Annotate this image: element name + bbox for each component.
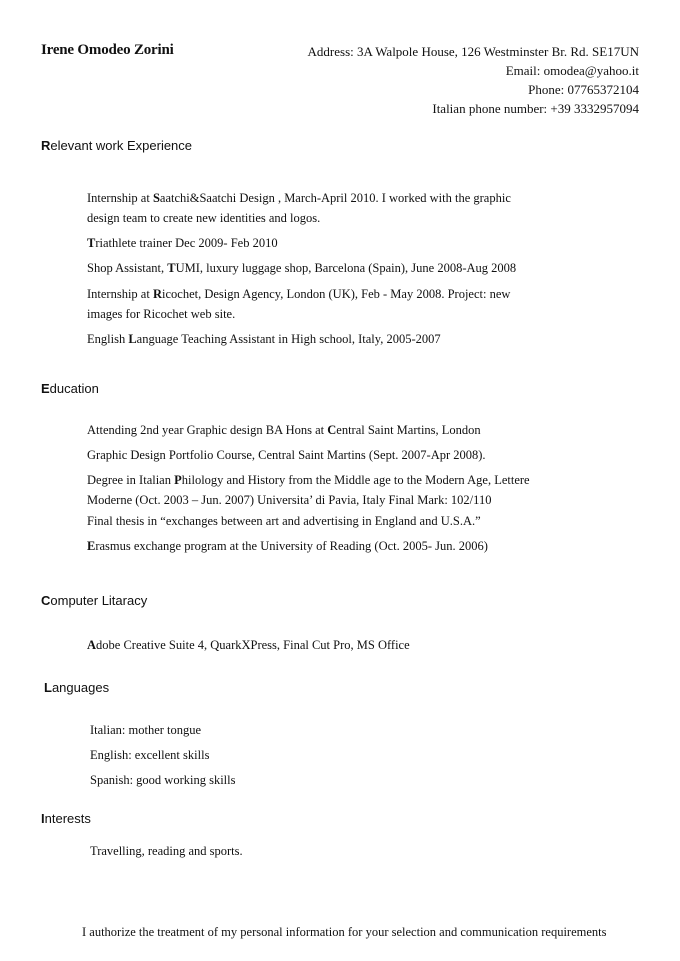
section-heading-interests: Interests — [41, 811, 91, 826]
work-item: English Language Teaching Assistant in High school, Italy, 2005-2007 — [87, 332, 441, 346]
work-item: Shop Assistant, TUMI, luxury luggage shop, Barcelona (Spain), June 2008-Aug 2008 — [87, 261, 517, 275]
education-item: Attending 2nd year Graphic design BA Hons at Central Saint Martins, London — [87, 423, 481, 437]
work-item: Internship at Ricochet, Design Agency, London (UK), Feb - May 2008. Project: new — [87, 287, 511, 301]
education-item: Graphic Design Portfolio Course, Central Saint Martins (Sept. 2007-Apr 2008). — [87, 448, 486, 462]
section-heading-education: Education — [41, 381, 99, 396]
education-item: Degree in Italian Philology and History from the Middle age to the Modern Age, Lettere — [87, 473, 530, 487]
applicant-name: Irene Omodeo Zorini — [41, 42, 174, 58]
language-item: Spanish: good working skills — [90, 773, 236, 787]
education-item-continuation: Moderne (Oct. 2003 – Jun. 2007) Universita’ di Pavia, Italy Final Mark: 102/110 — [87, 493, 492, 507]
education-item-continuation: Final thesis in “exchanges between art and advertising in England and U.S.A.” — [87, 514, 481, 528]
work-item: Internship at Saatchi&Saatchi Design , March-April 2010. I worked with the graphic — [87, 191, 511, 205]
section-heading-languages: Languages — [44, 680, 110, 695]
phone-line: Phone: 07765372104 — [528, 82, 639, 97]
education-item: Erasmus exchange program at the University of Reading (Oct. 2005- Jun. 2006) — [87, 539, 488, 553]
contact-block — [308, 42, 639, 118]
heading-rest: elevant work Experience — [50, 138, 193, 153]
work-item: Triathlete trainer Dec 2009- Feb 2010 — [87, 236, 278, 250]
interest-item: Travelling, reading and sports. — [90, 844, 243, 858]
email-line: Email: omodea@yahoo.it — [505, 63, 639, 78]
section-heading-computer: Computer Litaracy — [41, 593, 148, 608]
section-heading-work — [41, 138, 192, 153]
work-item-continuation: images for Ricochet web site. — [87, 307, 236, 321]
work-item-continuation: design team to create new identities and logos. — [87, 211, 321, 225]
language-item: English: excellent skills — [90, 748, 210, 762]
italian-phone-line: Italian phone number: +39 3332957094 — [432, 101, 639, 116]
privacy-consent-statement: I authorize the treatment of my personal information for your selection and communication requirements — [82, 925, 607, 939]
language-item: Italian: mother tongue — [90, 723, 202, 737]
address-line: Address: 3A Walpole House, 126 Westminster Br. Rd. SE17UN — [307, 44, 639, 59]
heading-initial: R — [41, 138, 51, 153]
computer-item: Adobe Creative Suite 4, QuarkXPress, Final Cut Pro, MS Office — [87, 638, 410, 652]
